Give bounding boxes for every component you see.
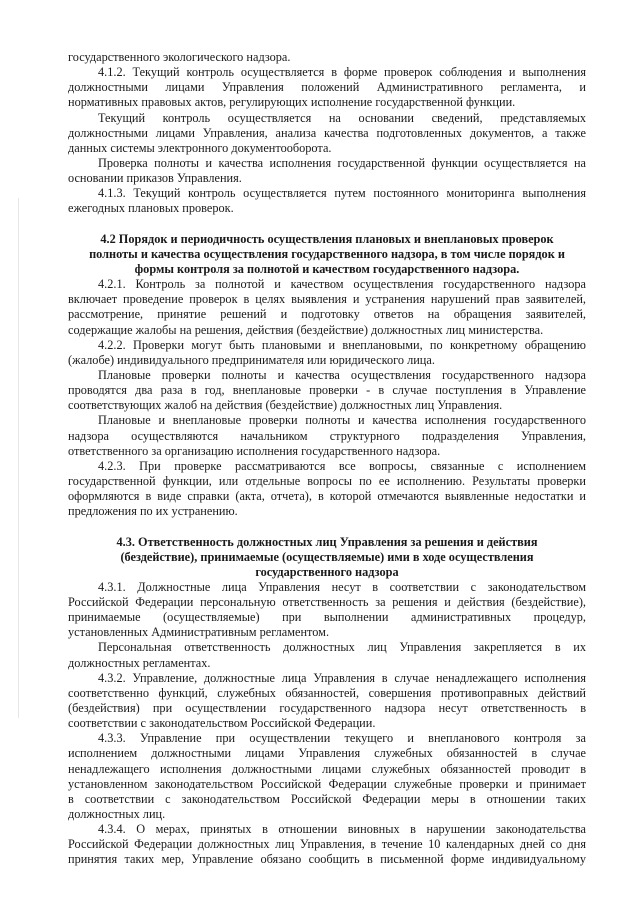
paragraph-line: (жалобе) индивидуального предпринимателя или юридического лица.: [68, 352, 435, 367]
paragraph-line: 4.2.1. Контроль за полнотой и качеством осуществления государственного надзора: [98, 277, 586, 292]
paragraph-line: Плановые проверки полноты и качества осуществления государственного надзора: [98, 367, 586, 382]
paragraph-line: данных системы электронного документооборота.: [68, 140, 332, 155]
paragraph-line: Текущий контроль осуществляется на основании сведений, представляемых: [98, 110, 586, 125]
paragraph-line: включает проведение проверок в целях выявления и устранения нарушений прав заявителей,: [68, 292, 586, 307]
section-spacer: [68, 519, 586, 534]
paragraph-line: нормативных правовых актов, регулирующих исполнение государственной функции.: [68, 95, 516, 110]
paragraph-line: в соответствии с законодательством Российской Федерации меры в отношении таких: [68, 791, 586, 806]
paragraph-line: соответственно функций, служебных обязанностей, совершения противоправных действий: [68, 685, 586, 700]
paragraph-line: 4.3.4. О мерах, принятых в отношении виновных в нарушении законодательства: [98, 822, 586, 837]
paragraph-line: Российской Федерации должностных лиц Управления, в течение 10 календарных дней со дня: [68, 837, 586, 852]
paragraph-line: 4.3.3. Управление при осуществлении текущего и внепланового контроля за: [98, 731, 586, 746]
paragraph-line: ненадлежащего исполнения должностными лицами служебных обязанностей проводит в: [68, 761, 586, 776]
paragraph-line: проводятся два раза в год, внеплановые проверки - в случае поступления в Управление: [68, 383, 586, 398]
paragraph-line: основании приказов Управления.: [68, 171, 242, 186]
document-body: [68, 50, 586, 868]
paragraph-line: установленном законодательством Российской Федерации служебные проверки и принимает: [68, 776, 586, 791]
paragraph-line: Российской Федерации персональную ответственность за решения и действия (бездействие),: [68, 595, 586, 610]
section-heading-line: формы контроля за полнотой и качеством государственного надзора.: [134, 261, 520, 276]
paragraph-line: предложения по их устранению.: [68, 504, 238, 519]
section-heading-line: государственного надзора: [255, 564, 399, 579]
paragraph-line: ответственного за организацию исполнения государственного надзора.: [68, 443, 441, 458]
paragraph-line: исполнением должностными лицами Управления служебных обязанностей в случае: [68, 746, 586, 761]
paragraph-line: 4.1.3. Текущий контроль осуществляется путем постоянного мониторинга выполнения: [98, 186, 586, 201]
paragraph-line: 4.2.3. При проверке рассматриваются все вопросы, связанные с исполнением: [98, 458, 586, 473]
paragraph-line: должностными лицами Управления положений Административного регламента, и: [68, 80, 586, 95]
paragraph-line: оформляются в виде справки (акта, отчета), в которой отмечаются выявленные недостатки и: [68, 489, 586, 504]
paragraph-line: принятия таких мер, Управление обязано сообщить в письменной форме индивидуальному: [68, 852, 586, 867]
paragraph-line: (бездействия) при осуществлении государственного надзора несут ответственность в: [68, 701, 586, 716]
section-spacer: [68, 217, 586, 232]
paragraph-line: соответствующих жалоб на действия (бездействие) должностных лиц Управления.: [68, 398, 503, 413]
paragraph-line: должностными лицами Управления, анализа качества подготовленных документов, а также: [68, 125, 586, 140]
paragraph-line: государственного экологического надзора.: [68, 50, 291, 64]
paragraph-line: должностных регламентах.: [68, 655, 211, 670]
paragraph-line: государственной функции, или отдельные вопросы по ее исполнению. Результаты проверки: [68, 473, 586, 488]
paragraph-line: должностных лиц.: [68, 807, 166, 822]
scan-margin-line: [18, 198, 19, 718]
paragraph-line: рассмотрение, принятие решений и подготовку ответов на обращения заявителей,: [68, 307, 586, 322]
paragraph-line: 4.3.2. Управление, должностные лица Управления в случае ненадлежащего исполнения: [98, 670, 586, 685]
paragraph-line: содержащие жалобы на решения, действия (бездействие) должностных лиц министерства.: [68, 322, 544, 337]
paragraph-line: 4.3.1. Должностные лица Управления несут в соответствии с законодательством: [98, 579, 586, 594]
paragraph-line: соответствии с законодательством Российской Федерации.: [68, 716, 376, 731]
paragraph-line: ежегодных плановых проверок.: [68, 201, 234, 216]
paragraph-line: 4.2.2. Проверки могут быть плановыми и внеплановыми, по конкретному обращению: [98, 337, 586, 352]
section-heading-line: 4.3. Ответственность должностных лиц Управления за решения и действия: [116, 534, 538, 549]
paragraph-line: Проверка полноты и качества исполнения государственной функции осуществляется на: [98, 155, 586, 170]
paragraph-line: надзора осуществляются начальником структурного подразделения Управления,: [68, 428, 586, 443]
section-heading-line: полноты и качества осуществления государственного надзора, в том числе порядок и: [89, 246, 565, 261]
section-heading-line: (бездействие), принимаемые (осуществляемые) ими в ходе осуществления: [120, 549, 534, 564]
section-heading-line: 4.2 Порядок и периодичность осуществления плановых и внеплановых проверок: [100, 231, 554, 246]
paragraph-line: Плановые и внеплановые проверки полноты и качества исполнения государственного: [98, 413, 586, 428]
paragraph-line: установленных Административным регламентом.: [68, 625, 330, 640]
paragraph-line: принимаемые (осуществляемые) при выполнении административных процедур,: [68, 610, 586, 625]
paragraph-line: 4.1.2. Текущий контроль осуществляется в форме проверок соблюдения и выполнения: [98, 65, 586, 80]
paragraph-line: Персональная ответственность должностных лиц Управления закрепляется в их: [98, 640, 586, 655]
